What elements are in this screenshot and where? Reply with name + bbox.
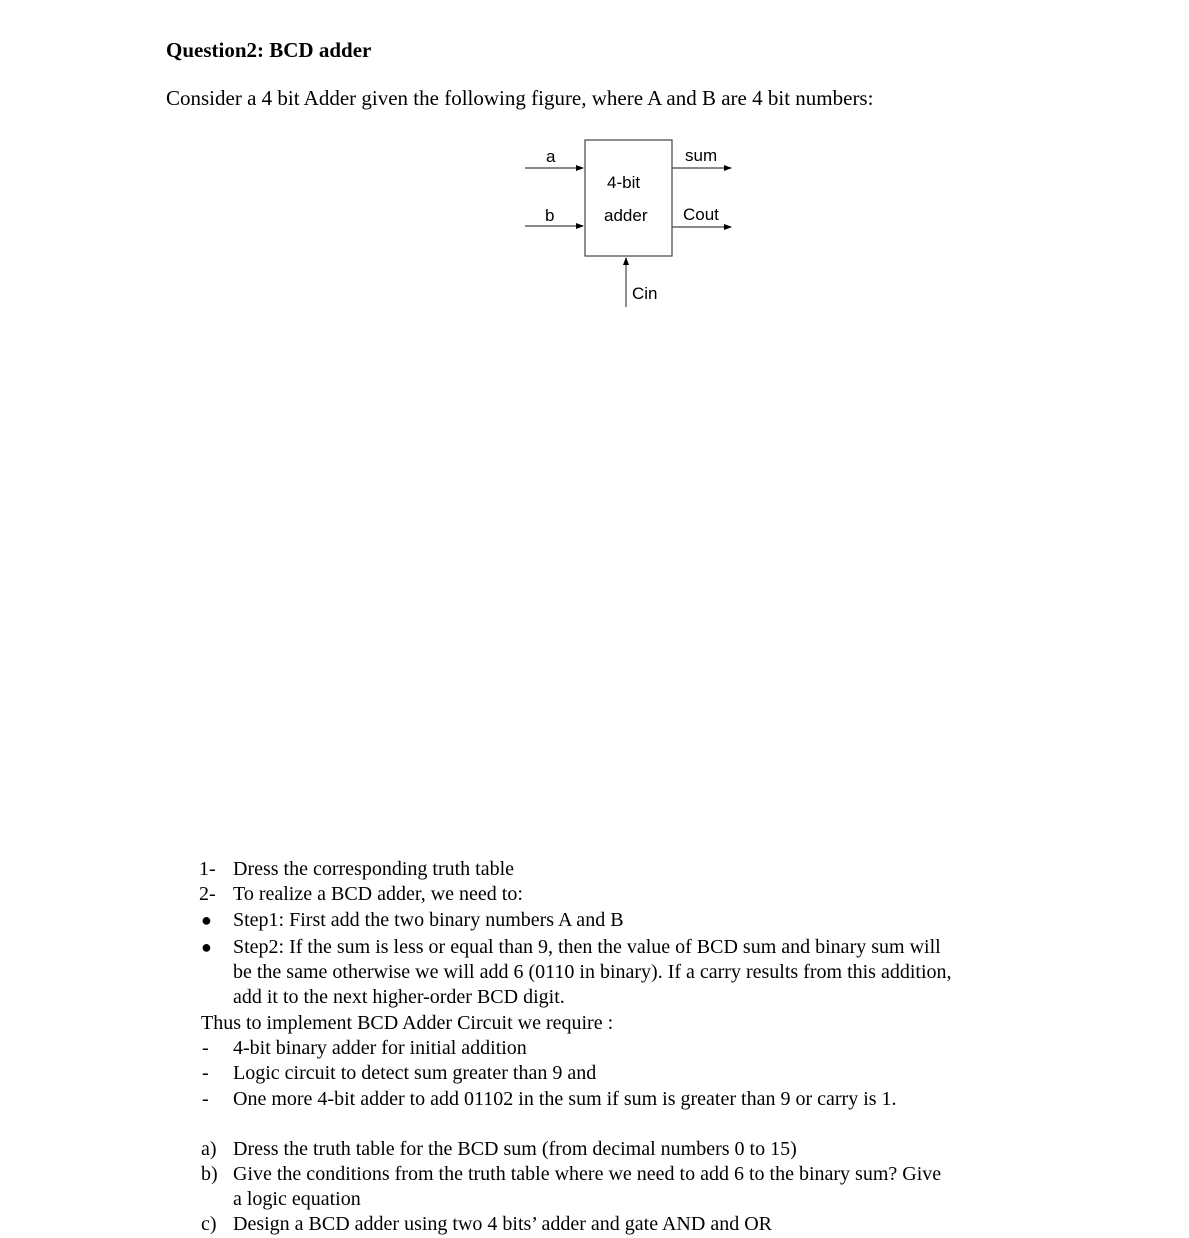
list-item-text: Dress the truth table for the BCD sum (from decimal numbers 0 to 15)	[233, 1138, 797, 1160]
list-item-text: To realize a BCD adder, we need to:	[233, 883, 523, 905]
input-cin-label: Cin	[632, 284, 658, 303]
list-item-text: 4-bit binary adder for initial addition	[233, 1037, 527, 1059]
list-marker: 2-	[199, 883, 216, 905]
list-item-text: Dress the corresponding truth table	[233, 858, 515, 880]
list-marker: -	[202, 1037, 209, 1059]
list-marker: a)	[201, 1138, 217, 1160]
question-intro: Consider a 4 bit Adder given the following figure, where A and B are 4 bit numbers:	[166, 86, 874, 110]
block-label-line2: adder	[604, 206, 648, 225]
list-item-text: be the same otherwise we will add 6 (0110 in binary). If a carry results from this addition,	[233, 961, 952, 983]
bullet-icon: ●	[201, 910, 212, 930]
list-item-text: Logic circuit to detect sum greater than 9 and	[233, 1062, 597, 1084]
input-a-label: a	[546, 147, 556, 166]
list-marker: -	[202, 1088, 209, 1110]
input-b-label: b	[545, 206, 555, 225]
list-item-text: Design a BCD adder using two 4 bits’ adder and gate AND and OR	[233, 1213, 772, 1235]
list-marker: b)	[201, 1163, 218, 1185]
list-marker: -	[202, 1062, 209, 1084]
list-item-text: add it to the next higher-order BCD digit.	[233, 986, 565, 1008]
block-label-line1: 4-bit	[607, 173, 641, 192]
list-item-text: One more 4-bit adder to add 01102 in the sum if sum is greater than 9 or carry is 1.	[233, 1088, 897, 1110]
list-item-text: Step1: First add the two binary numbers A and B	[233, 909, 624, 931]
list-marker: c)	[201, 1213, 217, 1235]
list-marker: 1-	[199, 858, 216, 880]
list-item-text: Step2: If the sum is less or equal than 9, then the value of BCD sum and binary sum will	[233, 936, 941, 958]
list-item-text: Give the conditions from the truth table where we need to add 6 to the binary sum? Give	[233, 1163, 942, 1185]
output-sum-label: sum	[685, 146, 718, 165]
four-bit-adder-diagram	[520, 135, 750, 315]
output-cout-label: Cout	[683, 205, 719, 224]
question-title: Question2: BCD adder	[166, 38, 372, 62]
adder-block	[585, 140, 672, 256]
list-item-text: a logic equation	[233, 1188, 361, 1210]
requirement-intro: Thus to implement BCD Adder Circuit we require :	[201, 1012, 614, 1034]
bullet-icon: ●	[201, 937, 212, 957]
